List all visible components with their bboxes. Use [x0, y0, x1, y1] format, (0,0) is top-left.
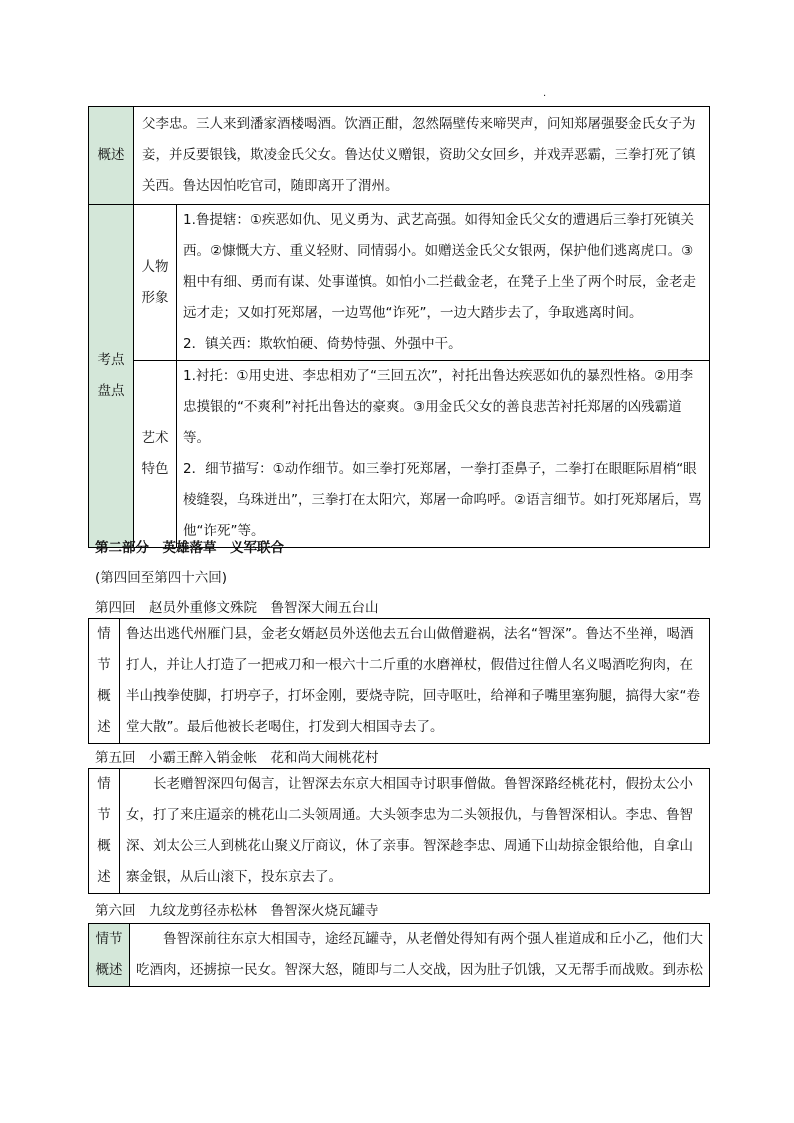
art-text: 1.衬托：①用史进、李忠相劝了“三回五次”，衬托出鲁达疾恶如仇的暴烈性格。②用李忠摸银的“不爽利”衬托出鲁达的豪爽。③用金氏父女的善良悲苦衬托郑屠的凶残霸道等。 2．细节描写：①动作细节。如三拳打死郑屠，一拳打歪鼻子，二拳打在眼眶际眉梢“眼棱缝裂，乌珠迸出”，三拳打在太阳穴，郑屠一命呜呼。②语言细节。如打死郑屠后，骂他“诈死”等。 — [177, 361, 710, 548]
table-ch6 — [88, 923, 710, 987]
ch5-text: 长老赠智深四句偈言，让智深去东京大相国寺讨职事僧做。鲁智深路经桃花村，假扮太公小女，打了来庄逼亲的桃花山二头领周通。大头领李忠为二头领报仇，与鲁智深相认。李忠、鲁智深、刘太公三人到桃花山聚义厅商议，休了亲事。智深趁李忠、周通下山劫掠金银给他，自拿山寨金银，从后山滚下，投东京去了。 — [120, 769, 710, 894]
table-lu-da-summary — [88, 106, 710, 548]
overview-text: 父李忠。三人来到潘家酒楼喝酒。饮酒正酣，忽然隔壁传来啼哭声，问知郑屠强娶金氏女子为妾，并反要银钱，欺凌金氏父女。鲁达仗义赠银，资助父女回乡，并戏弄恶霸，三拳打死了镇关西。鲁达因怕吃官司，随即离开了渭州。 — [134, 107, 710, 205]
table-ch4 — [88, 618, 710, 744]
page-dot: . — [543, 88, 547, 99]
character-label: 人物 形象 — [134, 205, 177, 361]
ch4-text: 鲁达出逃代州雁门县，金老女婿赵员外送他去五台山做僧避祸，法名“智深”。鲁达不坐禅，喝酒打人，并让人打造了一把戒刀和一根六十二斤重的水磨禅杖，假借过往僧人名义喝酒吃狗肉，在半山拽拳使脚，打坍亭子，打坏金刚，要烧寺院，回寺呕吐，给禅和子嘴里塞狗腿，搞得大家“卷堂大散”。最后他被长老喝住，打发到大相国寺去了。 — [120, 619, 710, 744]
ch6-title: 第六回 九纹龙剪径赤松林 鲁智深火烧瓦罐寺 — [95, 903, 379, 919]
part2-title: 第二部分 英雄落草 义军联合 — [95, 540, 284, 556]
ch6-text: 鲁智深前往东京大相国寺，途经瓦罐寺，从老僧处得知有两个强人崔道成和丘小乙，他们大吃酒肉，还掳掠一民女。智深大怒，随即与二人交战，因为肚子饥饿，又无帮手而战败。到赤松 — [130, 924, 710, 987]
ch5-label: 情 节 概 述 — [89, 769, 120, 894]
art-label: 艺术 特色 — [134, 361, 177, 548]
ch4-label: 情 节 概 述 — [89, 619, 120, 744]
ch4-title: 第四回 赵员外重修文殊院 鲁智深大闹五台山 — [95, 600, 379, 616]
key-points-label: 考点 盘点 — [89, 205, 134, 548]
ch6-label: 情节 概述 — [89, 924, 130, 987]
character-text: 1.鲁提辖：①疾恶如仇、见义勇为、武艺高强。如得知金氏父女的遭遇后三拳打死镇关西。②慷慨大方、重义轻财、同情弱小。如赠送金氏父女银两，保护他们逃离虎口。③粗中有细、勇而有谋、处事谨慎。如怕小二拦截金老，在凳子上坐了两个时辰，金老走远才走；又如打死郑屠，一边骂他“诈死”，一边大踏步去了，争取逃离时间。 2．镇关西：欺软怕硬、倚势恃强、外强中干。 — [177, 205, 710, 361]
table-ch5 — [88, 768, 710, 894]
ch5-title: 第五回 小霸王醉入销金帐 花和尚大闹桃花村 — [95, 750, 379, 766]
part2-range: (第四回至第四十六回) — [95, 570, 228, 586]
overview-label: 概述 — [89, 107, 134, 205]
